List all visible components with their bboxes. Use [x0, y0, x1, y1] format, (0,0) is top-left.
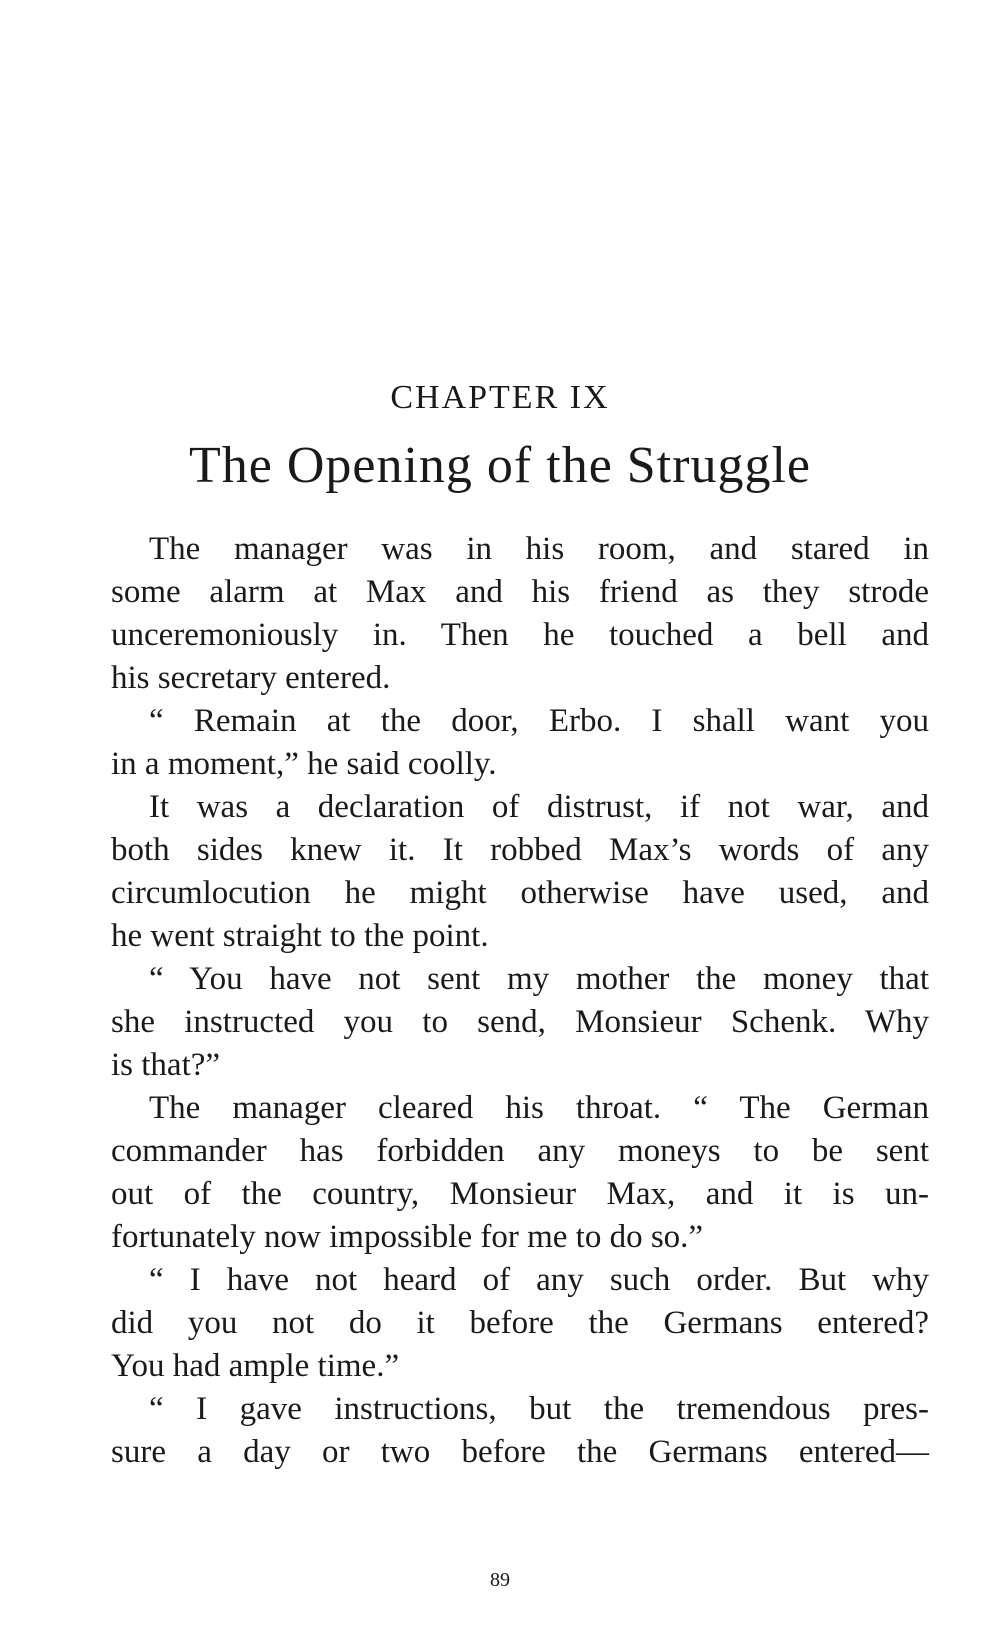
text-line: both sides knew it. It robbed Max’s words of any: [111, 832, 929, 868]
text-line: sure a day or two before the Germans entered—: [111, 1434, 929, 1470]
text-line: circumlocution he might otherwise have used, and: [111, 875, 929, 911]
text-line: in a moment,” he said coolly.: [111, 746, 497, 782]
paragraph: [73, 958, 929, 1087]
chapter-title: The Opening of the Struggle: [189, 437, 811, 494]
paragraph: [73, 1259, 929, 1388]
text-line: The manager cleared his throat. “ The German: [149, 1090, 929, 1126]
text-line: she instructed you to send, Monsieur Schenk. Why: [111, 1004, 929, 1040]
text-line: unceremoniously in. Then he touched a bell and: [111, 617, 929, 653]
text-line: commander has forbidden any moneys to be sent: [111, 1133, 929, 1169]
page-number: 89: [490, 1569, 510, 1591]
text-line: he went straight to the point.: [111, 918, 489, 954]
text-line: You had ample time.”: [111, 1348, 400, 1384]
text-line: “ Remain at the door, Erbo. I shall want you: [149, 703, 929, 739]
paragraph: [73, 1388, 929, 1474]
body-text: [73, 528, 929, 1474]
text-line: The manager was in his room, and stared in: [149, 531, 929, 567]
text-line: is that?”: [111, 1047, 221, 1083]
paragraph: [73, 1087, 929, 1259]
paragraph: [73, 786, 929, 958]
text-line: “ You have not sent my mother the money that: [149, 961, 929, 997]
text-line: did you not do it before the Germans entered?: [111, 1305, 929, 1341]
text-line: his secretary entered.: [111, 660, 391, 696]
text-line: “ I gave instructions, but the tremendous pres-: [149, 1391, 929, 1427]
text-line: “ I have not heard of any such order. But why: [149, 1262, 929, 1298]
chapter-label: CHAPTER IX: [390, 379, 610, 416]
paragraph: [73, 528, 929, 700]
text-line: out of the country, Monsieur Max, and it is un-: [111, 1176, 929, 1212]
text-line: some alarm at Max and his friend as they strode: [111, 574, 929, 610]
text-line: It was a declaration of distrust, if not war, and: [149, 789, 929, 825]
paragraph: [73, 700, 929, 786]
text-line: fortunately now impossible for me to do so.”: [111, 1219, 704, 1255]
